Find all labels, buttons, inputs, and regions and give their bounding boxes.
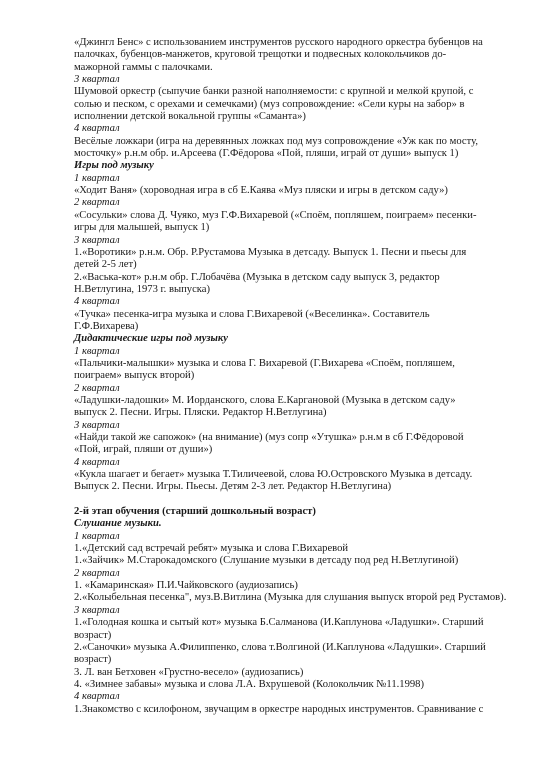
text-line: 2.«Саночки» музыка А.Филиппенко, слова т.Волгиной (И.Каплунова «Ладушки». Старший bbox=[74, 641, 486, 653]
section-heading: Слушание музыки. bbox=[74, 518, 162, 530]
quarter-label: 4 квартал bbox=[74, 691, 120, 703]
quarter-label: 3 квартал bbox=[74, 74, 120, 86]
text-line: Весёлые ложкари (игра на деревянных ложках под муз сопровождение «Уж как по мосту, bbox=[74, 135, 478, 147]
text-line: «Ладушки-ладошки» М. Иорданского, слова Е.Каргановой (Музыка в детском саду» bbox=[74, 394, 456, 406]
quarter-label: 4 квартал bbox=[74, 123, 120, 135]
text-line: выпуск 2. Песни. Игры. Пляски. Редактор Н.Ветлугина) bbox=[74, 407, 327, 419]
text-line: 1.«Детский сад встречай ребят» музыка и слова Г.Вихаревой bbox=[74, 543, 349, 555]
document-page bbox=[74, 37, 524, 716]
text-line: мажорной гаммы с палочками. bbox=[74, 61, 213, 73]
text-line: «Джингл Бенс» с использованием инструментов русского народного оркестра бубенцов на bbox=[74, 37, 483, 48]
section-heading: Дидактические игры под музыку bbox=[74, 333, 228, 345]
text-line: 1.«Голодная кошка и сытый кот» музыка Б.Салманова (И.Каплунова «Ладушки». Старший bbox=[74, 617, 484, 629]
text-line: возраст) bbox=[74, 629, 112, 641]
text-line: «Тучка» песенка-игра музыка и слова Г.Вихаревой («Веселинка». Составитель bbox=[74, 308, 430, 320]
blank-line bbox=[74, 494, 524, 506]
text-line: игры для малышей, выпуск 1) bbox=[74, 222, 210, 234]
text-line: поиграем» выпуск второй) bbox=[74, 370, 195, 382]
text-line: 1.«Зайчик» М.Старокадомского (Слушание музыки в детсаду под ред Н.Ветлугиной) bbox=[74, 555, 459, 567]
text-line: 2.«Васька-кот» р.н.м обр. Г.Лобачёва (Музыка в детском саду выпуск 3, редактор bbox=[74, 271, 440, 283]
text-line: детей 2-5 лет) bbox=[74, 259, 137, 271]
quarter-label: 3 квартал bbox=[74, 604, 120, 616]
text-line: 1.«Воротики» р.н.м. Обр. Р.Рустамова Музыка в детсаду. Выпуск 1. Песни и пьесы для bbox=[74, 246, 467, 258]
stage-heading: 2-й этап обучения (старший дошкольный возраст) bbox=[74, 506, 316, 518]
section-heading: Игры под музыку bbox=[74, 160, 154, 172]
quarter-label: 1 квартал bbox=[74, 172, 120, 184]
text-line: «Пой, играй, пляши от души») bbox=[74, 444, 213, 456]
text-line: 1.Знакомство с ксилофоном, звучащим в оркестре народных инструментов. Сравнивание с bbox=[74, 703, 484, 715]
text-line: «Ходит Ваня» (хороводная игра в сб Е.Каява «Муз пляски и игры в детском саду») bbox=[74, 185, 448, 197]
quarter-label: 1 квартал bbox=[74, 530, 120, 542]
text-line: Шумовой оркестр (сыпучие банки разной наполняемости: с крупной и мелкой крупой, с bbox=[74, 86, 474, 98]
quarter-label: 3 квартал bbox=[74, 234, 120, 246]
text-line: 2.«Колыбельная песенка", муз.В.Витлина (Музыка для слушания выпуск второй ред Рустамов). bbox=[74, 592, 507, 604]
text-line: Н.Ветлугина, 1973 г. выпуска) bbox=[74, 283, 210, 295]
text-line: «Сосульки» слова Д. Чуяко, муз Г.Ф.Вихаревой («Споём, попляшем, поиграем» песенки- bbox=[74, 209, 477, 221]
quarter-label: 4 квартал bbox=[74, 296, 120, 308]
text-line: 4. «Зимнее забавы» музыка и слова Л.А. Вхрушевой (Колокольчик №11.1998) bbox=[74, 678, 425, 690]
quarter-label: 3 квартал bbox=[74, 419, 120, 431]
text-line: возраст) bbox=[74, 654, 112, 666]
quarter-label: 2 квартал bbox=[74, 567, 120, 579]
text-line: «Пальчики-малышки» музыка и слова Г. Вихаревой (Г.Вихарева «Споём, попляшем, bbox=[74, 357, 455, 369]
text-line: «Кукла шагает и бегает» музыка Т.Тиличеевой, слова Ю.Островского Музыка в детсаду. bbox=[74, 469, 473, 481]
text-line: 1. «Камаринская» П.И.Чайковского (аудиозапись) bbox=[74, 580, 298, 592]
text-line: Выпуск 2. Песни. Игры. Пьесы. Детям 2-3 лет. Редактор Н.Ветлугина) bbox=[74, 481, 392, 493]
quarter-label: 2 квартал bbox=[74, 382, 120, 394]
text-line: солью и песком, с орехами и семечками) (муз сопровождение: «Сели куры на забор» в bbox=[74, 98, 465, 110]
text-line: 3. Л. ван Бетховен «Грустно-весело» (аудиозапись) bbox=[74, 666, 304, 678]
text-line: Г.Ф.Вихарева) bbox=[74, 320, 139, 332]
quarter-label: 2 квартал bbox=[74, 197, 120, 209]
text-line: исполнении детской вокальной группы «Саманта») bbox=[74, 111, 306, 123]
text-line: палочках, бубенцов-манжетов, круговой трещотки и подвесных колокольчиков до- bbox=[74, 49, 447, 61]
text-line: мосточку» р.н.м обр. и.Арсеева (Г.Фёдорова «Пой, пляши, играй от души» выпуск 1) bbox=[74, 148, 459, 160]
text-line: «Найди такой же сапожок» (на внимание) (муз сопр «Утушка» р.н.м в сб Г.Фёдоровой bbox=[74, 432, 464, 443]
quarter-label: 4 квартал bbox=[74, 456, 120, 468]
quarter-label: 1 квартал bbox=[74, 345, 120, 357]
